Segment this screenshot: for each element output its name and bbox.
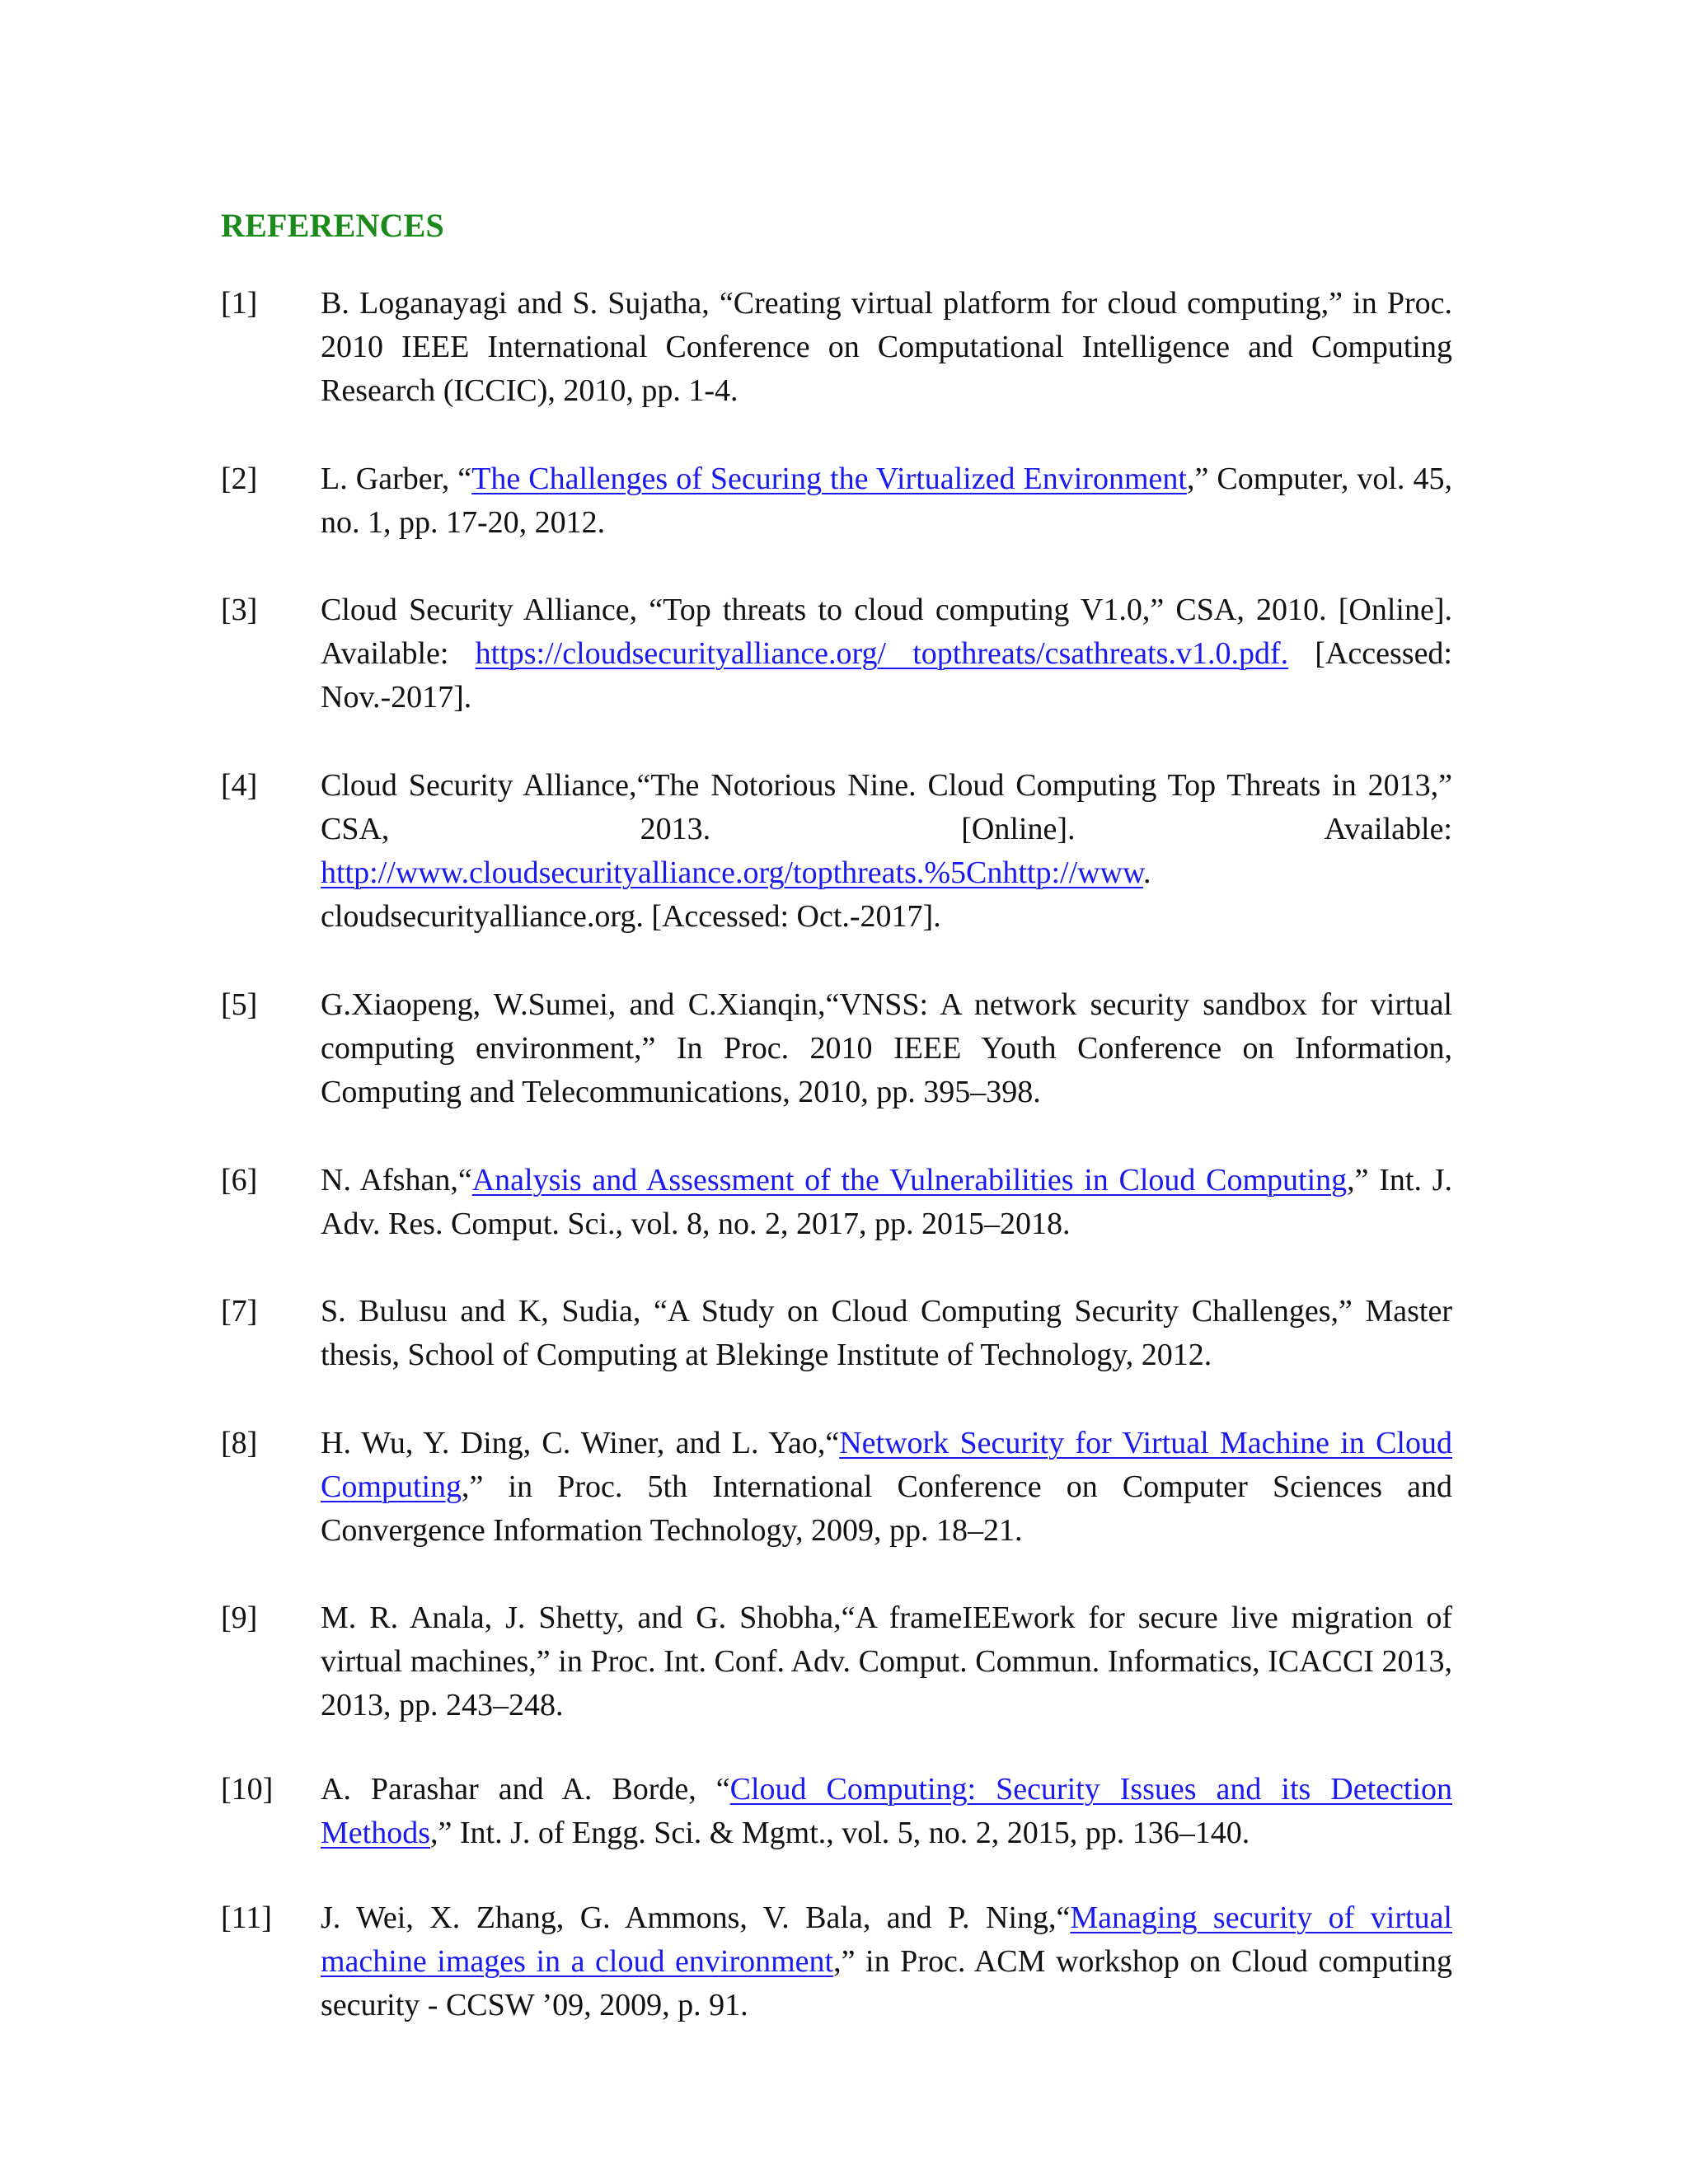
reference-text: G.Xiaopeng, W.Sumei, and C.Xianqin,“VNSS: A network security sandbox for virtual computing environment,” In Proc. 2010 IEEE Youth Conference on Information, Computing and Telecommunications, 2010, pp. 395–398. xyxy=(321,987,1452,1109)
reference-link[interactable]: Network Security for Virtual Machine in Cloud Computing xyxy=(321,1426,1452,1504)
reference-item xyxy=(221,588,1452,719)
reference-link[interactable]: Managing security of virtual machine images in a cloud environment xyxy=(321,1900,1452,1979)
reference-link[interactable]: http://www.cloudsecurityalliance.org/topthreats.%5Cnhttp://www xyxy=(321,855,1144,890)
reference-link[interactable]: Analysis and Assessment of the Vulnerabilities in Cloud Computing xyxy=(471,1163,1348,1197)
reference-text: N. Afshan,“Analysis and Assessment of the Vulnerabilities in Cloud Computing,” Int. J. Adv. Res. Comput. Sci., vol. 8, no. 2, 2017, pp. 2015–2018. xyxy=(321,1163,1452,1241)
references-heading: REFERENCES xyxy=(221,207,444,244)
reference-item xyxy=(221,1596,1452,1727)
reference-text: L. Garber, “The Challenges of Securing the Virtualized Environment,” Computer, vol. 45, no. 1, pp. 17-20, 2012. xyxy=(321,462,1452,540)
reference-text: J. Wei, X. Zhang, G. Ammons, V. Bala, and P. Ning,“Managing security of virtual machine images in a cloud environment,” in Proc. ACM workshop on Cloud computing security - CCSW ’09, 2009, p. 91. xyxy=(321,1900,1452,2022)
reference-number: [6] xyxy=(221,1163,258,1197)
reference-number: [2] xyxy=(221,462,258,496)
reference-item xyxy=(221,1768,1452,1855)
reference-item xyxy=(221,1290,1452,1377)
reference-text: M. R. Anala, J. Shetty, and G. Shobha,“A frameIEEwork for secure live migration of virtual machines,” in Proc. Int. Conf. Adv. Comput. Commun. Informatics, ICACCI 2013, 2013, pp. 243–248. xyxy=(321,1601,1452,1722)
reference-text: B. Loganayagi and S. Sujatha, “Creating virtual platform for cloud computing,” in Proc. 2010 IEEE International Conference on Computational Intelligence and Computing Research (ICCIC), 2010, pp. 1-4. xyxy=(321,286,1452,408)
reference-item xyxy=(221,457,1452,545)
reference-number: [4] xyxy=(221,768,258,803)
reference-number: [1] xyxy=(221,286,258,321)
reference-text: H. Wu, Y. Ding, C. Winer, and L. Yao,“Network Security for Virtual Machine in Cloud Computing,” in Proc. 5th International Conference on Computer Sciences and Convergence Information Technology, 2009, pp. 18–21. xyxy=(321,1426,1452,1548)
reference-text: Cloud Security Alliance, “Top threats to cloud computing V1.0,” CSA, 2010. [Online]. Available: https://cloudsecurityalliance.org/ topthreats/csathreats.v1.0.pdf. [Accessed: Nov.-2017]. xyxy=(321,593,1452,715)
reference-item xyxy=(221,983,1452,1114)
reference-text: S. Bulusu and K, Sudia, “A Study on Cloud Computing Security Challenges,” Master thesis, School of Computing at Blekinge Institute of Technology, 2012. xyxy=(321,1294,1452,1372)
reference-number: [9] xyxy=(221,1601,258,1635)
reference-link[interactable]: Cloud Computing: Security Issues and its Detection Methods xyxy=(321,1772,1452,1850)
reference-text: A. Parashar and A. Borde, “Cloud Computing: Security Issues and its Detection Methods,” Int. J. of Engg. Sci. & Mgmt., vol. 5, no. 2, 2015, pp. 136–140. xyxy=(321,1772,1452,1850)
reference-link[interactable]: The Challenges of Securing the Virtualized Environment xyxy=(471,462,1187,496)
reference-item xyxy=(221,1159,1452,1246)
reference-number: [8] xyxy=(221,1426,258,1460)
reference-item xyxy=(221,1896,1452,2027)
reference-number: [5] xyxy=(221,987,258,1022)
reference-number: [11] xyxy=(221,1900,272,1935)
reference-text: Cloud Security Alliance,“The Notorious Nine. Cloud Computing Top Threats in 2013,” CSA, 2013. [Online]. Available: http://www.cloudsecurityalliance.org/topthreats.%5Cnhttp://www. cloudsecurityalliance.org. [Accessed: Oct.-2017]. xyxy=(321,768,1452,934)
reference-number: [10] xyxy=(221,1772,274,1807)
reference-link[interactable]: https://cloudsecurityalliance.org/ topthreats/csathreats.v1.0.pdf. xyxy=(475,636,1289,671)
reference-item xyxy=(221,764,1452,939)
reference-item xyxy=(221,1422,1452,1553)
reference-number: [3] xyxy=(221,593,258,627)
reference-item xyxy=(221,282,1452,413)
reference-number: [7] xyxy=(221,1294,258,1329)
